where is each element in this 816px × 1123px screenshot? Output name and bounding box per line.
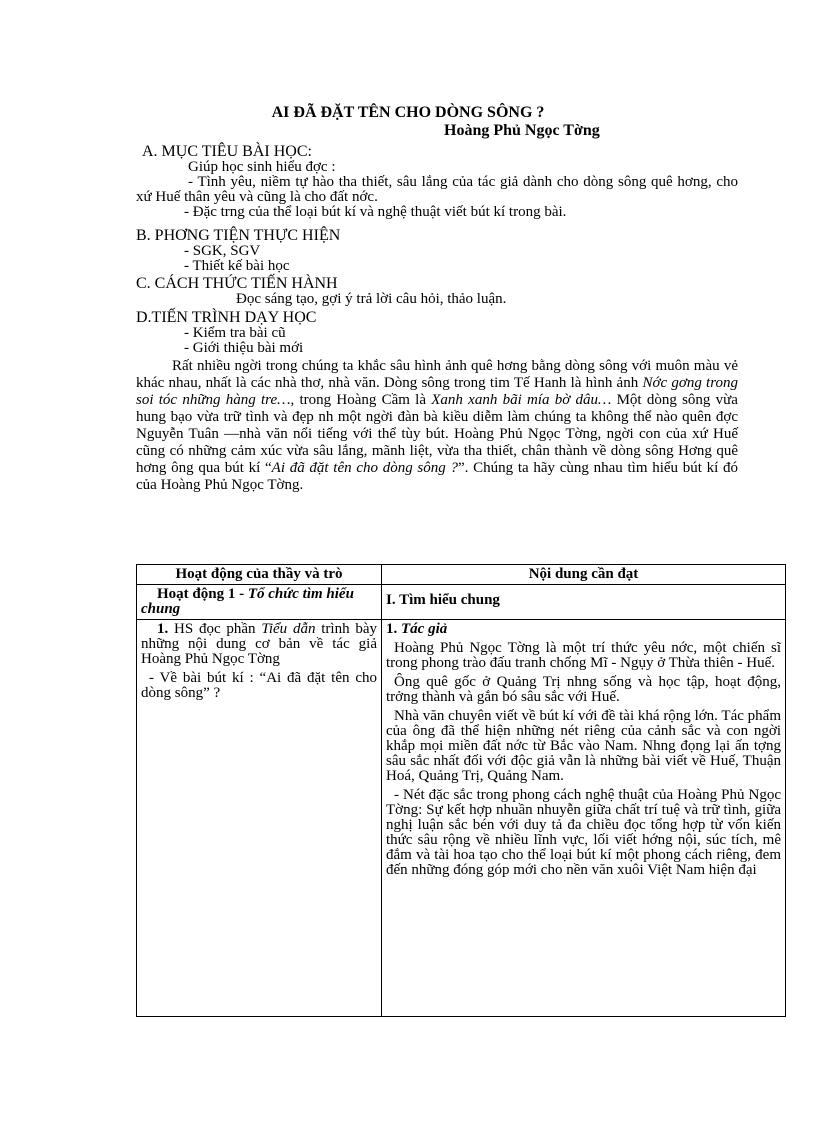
section-i-cell: I. Tìm hiểu chung <box>382 585 786 620</box>
means-section <box>136 228 738 274</box>
intro-quote-te-hanh: Nớc gơng trong soi tóc những hàng tre… <box>136 375 739 408</box>
intro-quote-title: Ai đã đặt tên cho dòng sông ? <box>271 460 458 476</box>
document-author: Hoàng Phủ Ngọc Tờng <box>444 122 600 139</box>
intro-paragraph <box>136 358 738 494</box>
section-a-line1: Giúp học sinh hiểu đợc : <box>188 159 336 175</box>
activity-1-cell: Hoạt động 1 - Tổ chức tìm hiểu chung <box>137 585 382 620</box>
section-d-line2: - Giới thiệu bài mới <box>184 340 304 356</box>
section-a-line3: - Đặc trng của thể loại bút kí và nghệ thuật viết bút kí trong bài. <box>184 204 567 220</box>
section-a-heading: A. MỤC TIÊU BÀI HỌC: <box>142 143 312 160</box>
objectives-section <box>136 144 738 220</box>
header-content: Nội dung cần đạt <box>382 565 786 585</box>
section-d-line1: - Kiểm tra bài cũ <box>184 325 286 341</box>
method-section <box>136 276 738 307</box>
table-row <box>137 585 786 620</box>
author-info-cell: 1. Tác giả Hoàng Phủ Ngọc Tờng là một trí thức yêu nớc, một chiến sĩ trong phong trào đấu tranh chống Mĩ - Ngụy ở Thừa thiên - Huế. Ông quê gốc ở Quảng Trị nhng sống và học tập, hoạt động, trởng thành và gắn bó sâu sắc với Huế. Nhà văn chuyên viết về bút kí với đề tài khá rộng lớn. Tác phẩm của ông đã thể hiện những nét riêng của cảnh sắc và con ngời khắp mọi miền đất nớc từ Bắc vào Nam. Nhng đọng lại ấn tợng sâu sắc nhất đối với độc giả vẫn là những bài viết về Huế, Thuận Hoá, Quảng Trị, Quảng Nam. - Nét đặc sắc trong phong cách nghệ thuật của Hoàng Phủ Ngọc Tờng: Sự kết hợp nhuần nhuyễn giữa chất trí tuệ và trữ tình, giữa nghị luận sắc bén với duy tả đa chiều đọc tổng hợp từ vốn kiến thức sâu rộng về nhiều lĩnh vực, lối viết hớng nội, súc tích, mê đắm và tài hoa tạo cho thể loại bút kí một phong cách riêng, đem đến những đóng góp mới cho nền văn xuôi Việt Nam hiện đại <box>382 620 786 1017</box>
section-b-line2: - Thiết kế bài học <box>184 258 290 274</box>
lesson-table <box>136 564 786 1017</box>
table-header-row <box>137 565 786 585</box>
process-section <box>136 310 738 356</box>
section-d-heading: D.TIẾN TRÌNH DẠY HỌC <box>136 309 317 326</box>
document-title: AI ĐÃ ĐẶT TÊN CHO DÒNG SÔNG ? <box>271 104 545 121</box>
activity-1-detail-cell: 1. HS đọc phần Tiểu dẫn trình bày những nội dung cơ bản về tác giả Hoàng Phủ Ngọc Tờng - Về bài bút kí : “Ai đã đặt tên cho dòng sông” ? <box>137 620 382 1017</box>
header-teacher-activity: Hoạt động của thầy và trò <box>137 565 382 585</box>
table-row <box>137 620 786 1017</box>
section-a-line2: - Tình yêu, niềm tự hào tha thiết, sâu lắng của tác giả dành cho dòng sông quê hơng, cho xứ Huế thân yêu và cũng là cho đất nớc. <box>136 174 738 205</box>
section-c-line1: Đọc sáng tạo, gợi ý trả lời câu hỏi, thảo luận. <box>236 291 507 307</box>
section-b-line1: - SGK, SGV <box>184 243 261 259</box>
intro-quote-hoang-cam: Xanh xanh bãi mía bờ dâu… <box>431 392 612 408</box>
section-c-heading: C. CÁCH THỨC TIẾN HÀNH <box>136 275 338 292</box>
intro-text: Rất nhiều ngời trong chúng ta khắc sâu hình ảnh quê hơng bằng dòng sông với muôn màu vẻ khác nhau, nhất là các nhà thơ, nhà văn. Dòng sông trong tim Tế Hanh là hình ảnh Nớc gơng trong soi tóc những hàng tre…, trong Hoàng Cầm là Xanh xanh bãi mía bờ dâu… Một dòng sông vừa hung bạo vừa trữ tình và đẹp nh một ngời đàn bà kiều diễm làm chúng ta không thể nào quên đợc Nguyễn Tuân —nhà văn nổi tiếng với thể tùy bút. Hoàng Phủ Ngọc Tờng, ngời con của xứ Huế cũng có những cảm xúc vừa sâu lắng, mãnh liệt, vừa tha thiết, chân thành về dòng sông Hơng quê hơng ông qua bút kí “Ai đã đặt tên cho dòng sông ?”. Chúng ta hãy cùng nhau tìm hiểu bút kí đó của Hoàng Phủ Ngọc Tờng. <box>136 358 739 493</box>
section-b-heading: B. PHƠNG TIỆN THỰC HIỆN <box>136 227 341 244</box>
